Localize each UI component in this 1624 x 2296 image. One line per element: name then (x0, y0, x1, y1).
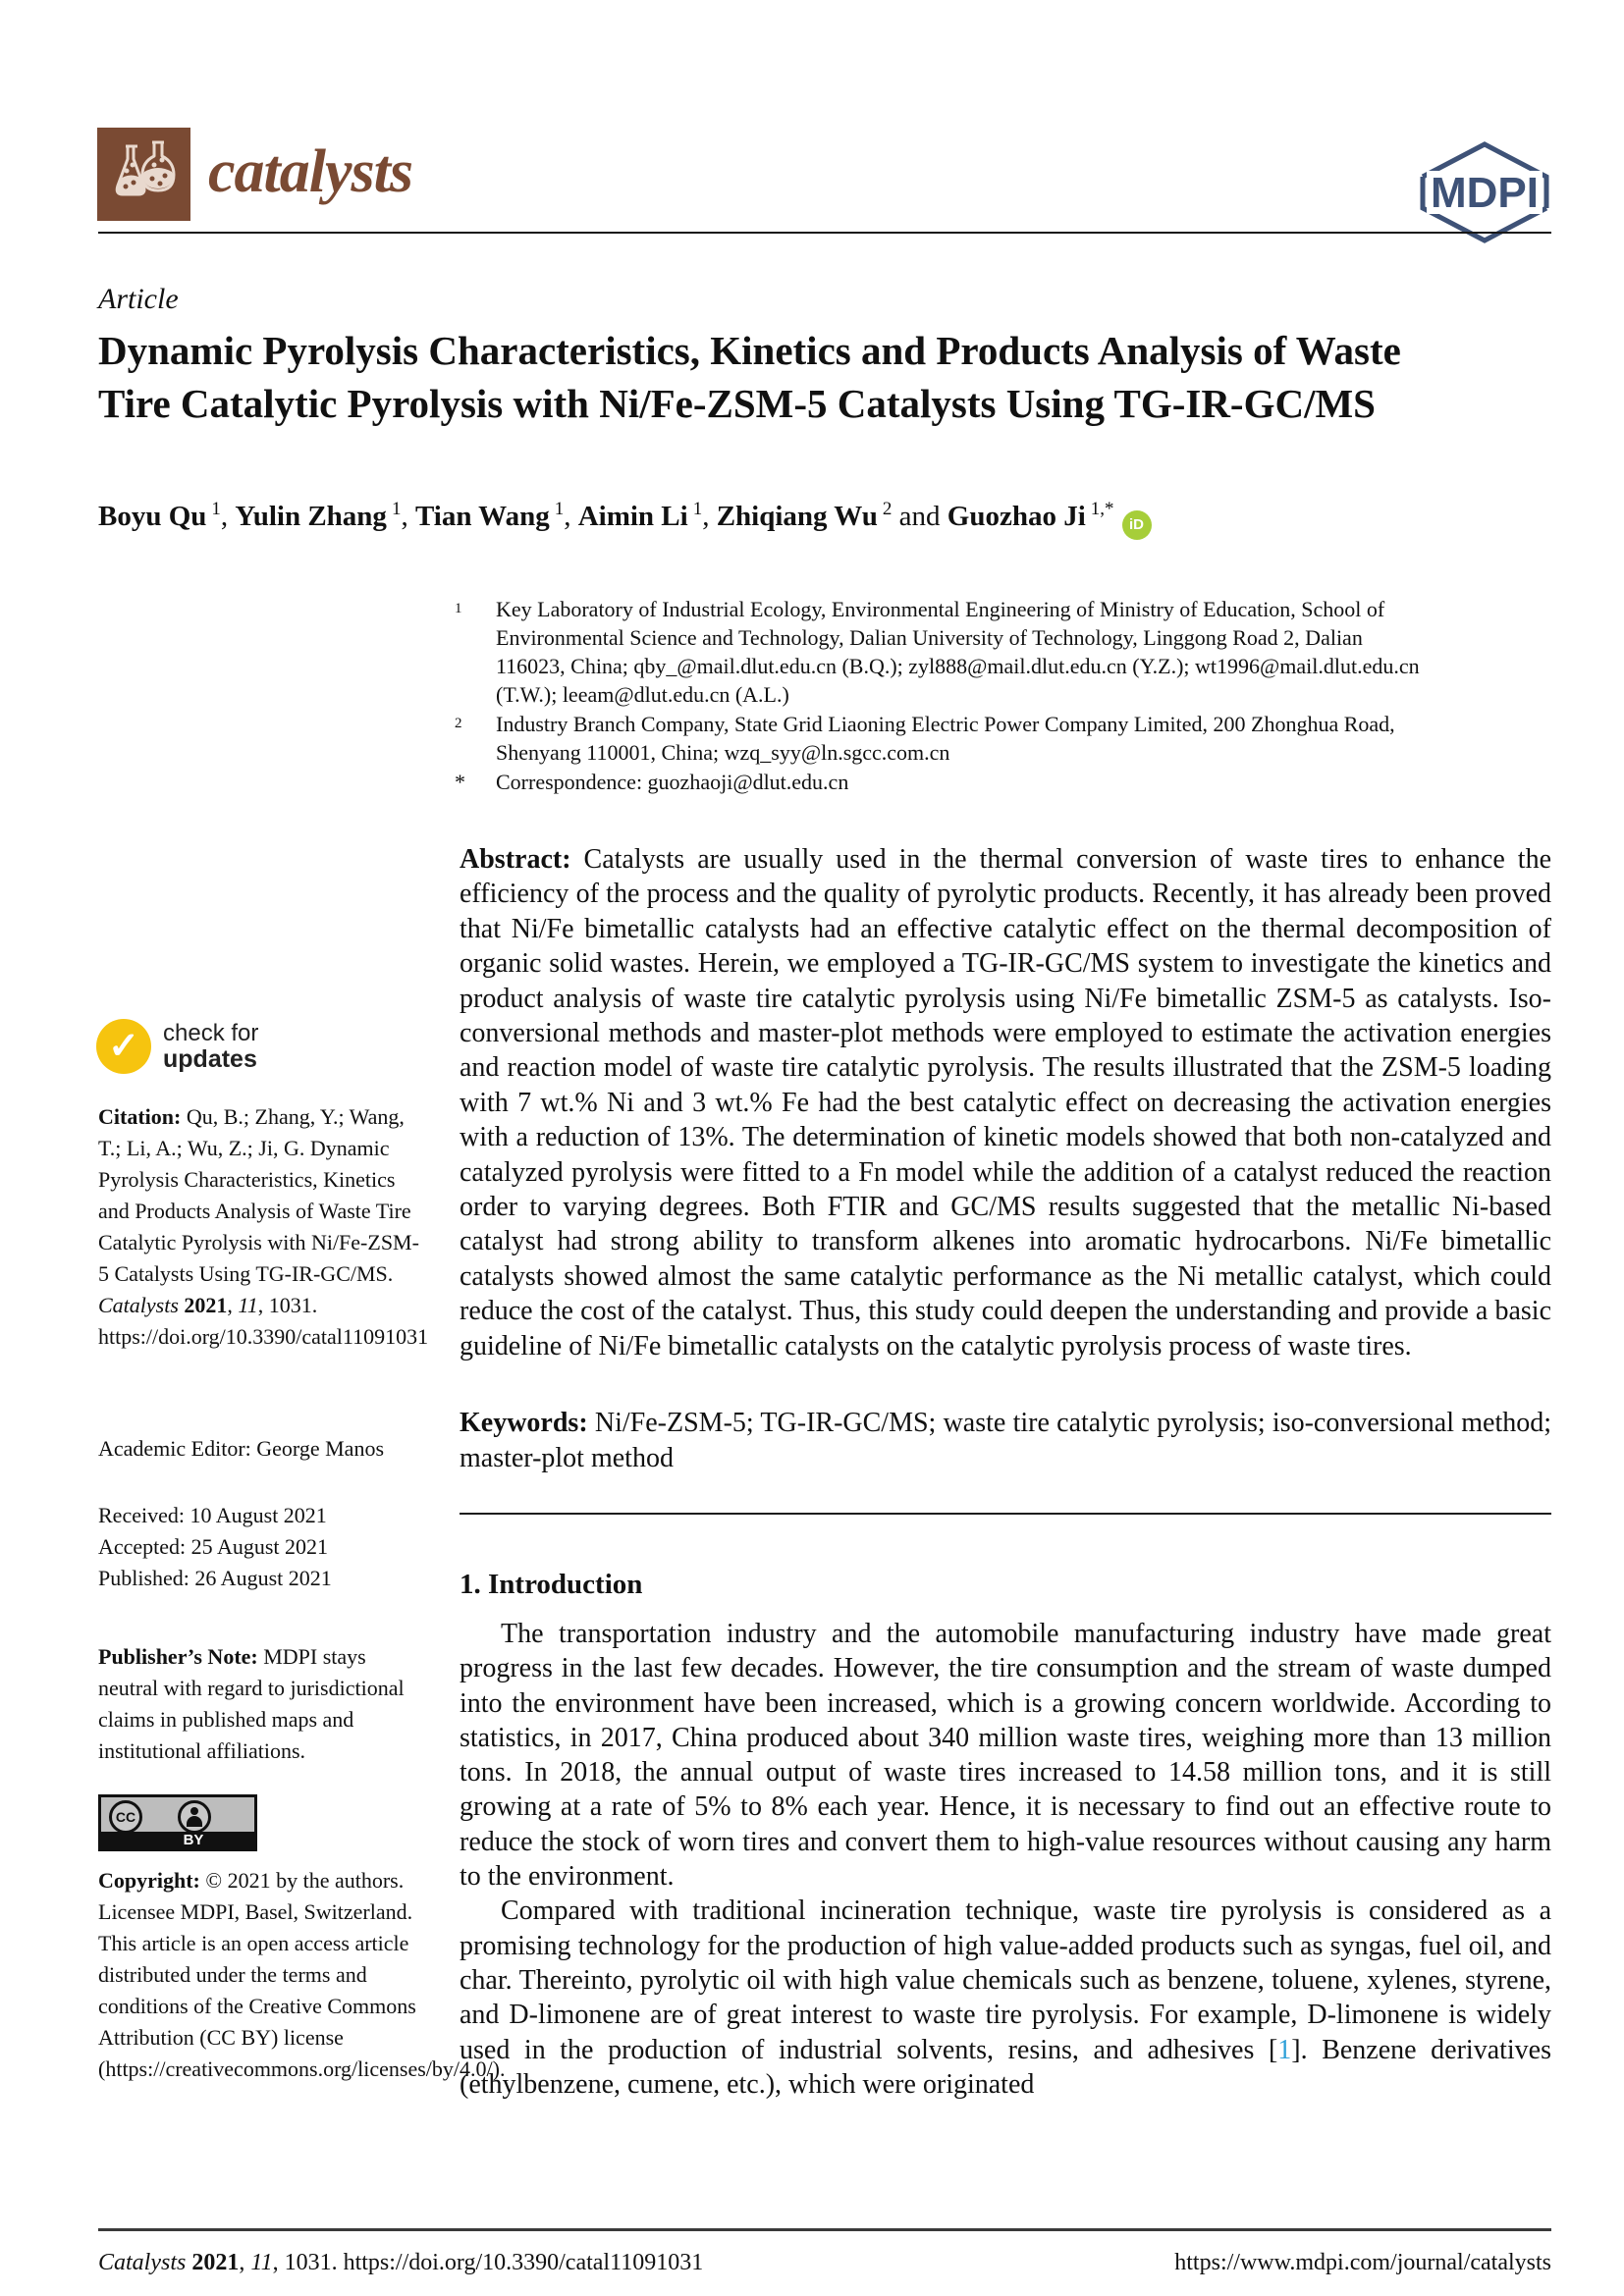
affiliation-row (455, 768, 1436, 796)
author-name: Zhiqiang Wu (716, 500, 878, 532)
citation-doi[interactable]: , 1031. https://doi.org/10.3390/catal11091031 (98, 1293, 429, 1349)
copyright-text: © 2021 by the authors. Licensee MDPI, Basel, Switzerland. This article is an open access article distributed under the terms and conditions of the Creative Commons Attribution (CC BY) license (https://creativecommons.org/licenses/by/4.0/). (98, 1868, 506, 2081)
abstract-label: Abstract: (460, 844, 571, 875)
affiliation-text: Key Laboratory of Industrial Ecology, Environmental Engineering of Ministry of Education, School of Environmental Science and Technology, Dalian University of Technology, Linggong Road 2, Dalian 116023, China; qby_@mail.dlut.edu.cn (B.Q.); zyl888@mail.dlut.edu.cn (Y.Z.); wt1996@mail.dlut.edu.cn (T.W.); leeam@dlut.edu.cn (A.L.) (496, 597, 1420, 707)
check-updates-text (163, 1021, 258, 1072)
accepted-date: Accepted: 25 August 2021 (98, 1534, 329, 1559)
abstract (460, 842, 1551, 1363)
author-separator: , (220, 500, 236, 532)
cc-license-badge[interactable] (98, 1794, 257, 1851)
check-updates-line1: check for (163, 1020, 259, 1046)
received-date: Received: 10 August 2021 (98, 1503, 327, 1527)
author-separator: and (892, 500, 947, 532)
author-separator: , (401, 500, 415, 532)
author-superscript: 1 (211, 499, 221, 519)
intro-paragraph-1: The transportation industry and the automobile manufacturing industry have made great progress in the last few decades. However, the tire consumption and the stream of waste dumped into the environment have been increased, which is a growing concern worldwide. According to statistics, in 2017, China produced about 340 million waste tires, weighing more than 13 million tons. In 2018, the annual output of waste tires increased to 14.58 million tons, and it is still growing at a rate of 5% to 8% each year. Hence, it is necessary to find out an effective route to reduce the stock of worn tires and convert them to high-value resources without causing any harm to the environment. (460, 1619, 1551, 1893)
affiliations (455, 595, 1436, 797)
affiliation-marker: 1 (455, 601, 462, 616)
author-name: Boyu Qu (98, 500, 207, 532)
citation-label: Citation: (98, 1104, 182, 1129)
person-icon (178, 1800, 211, 1834)
correspondence-text: Correspondence: guozhaoji@dlut.edu.cn (496, 770, 849, 794)
affiliation-text: Industry Branch Company, State Grid Liaoning Electric Power Company Limited, 200 Zhonghua Road, Shenyang 110001, China; wzq_syy@ln.sgcc.com.cn (496, 712, 1395, 765)
mdpi-logo-text: MDPI (1431, 169, 1539, 217)
footer-doi[interactable]: , 1031. https://doi.org/10.3390/catal11091031 (272, 2250, 704, 2275)
author (564, 501, 702, 532)
author-separator: , (564, 500, 578, 532)
affiliation-row (455, 595, 1436, 709)
author-superscript: 2 (882, 499, 893, 519)
footer-separator: , (239, 2250, 251, 2275)
introduction-section (460, 1569, 1551, 2102)
citation-volume: 11 (238, 1293, 258, 1317)
citation-journal: Catalysts (98, 1293, 179, 1317)
author-name: Guozhao Ji (947, 500, 1086, 532)
author-separator: , (702, 500, 717, 532)
article-dates (98, 1500, 424, 1594)
intro-paragraph-2 (460, 1894, 1551, 2102)
header-rule (98, 232, 1551, 234)
citation-block (98, 1101, 429, 1353)
check-for-updates-badge[interactable] (96, 1019, 258, 1074)
publishers-note-text: MDPI stays neutral with regard to jurisdictional claims in published maps and institutional affiliations. (98, 1644, 405, 1763)
publishers-note (98, 1641, 424, 1767)
citation-year: 2021 (178, 1293, 228, 1317)
article-type-label: Article (98, 283, 179, 315)
affiliation-marker: 2 (455, 716, 462, 731)
author-superscript: 1,* (1090, 499, 1114, 519)
author (221, 501, 402, 532)
author-superscript: 1 (391, 499, 402, 519)
cc-icon: CC (109, 1800, 142, 1834)
footer-citation (98, 2250, 703, 2276)
footer-journal-url[interactable]: https://www.mdpi.com/journal/catalysts (1174, 2250, 1551, 2275)
catalysts-journal-logo (97, 128, 190, 221)
intro-paragraph-2-text: ]. Benzene derivatives (ethylbenzene, cumene, etc.), which were originated (460, 2034, 1552, 2100)
author-superscript: 1 (554, 499, 565, 519)
keywords-rule (460, 1513, 1551, 1515)
affiliation-row (455, 710, 1436, 767)
check-updates-line2: updates (163, 1045, 257, 1073)
keywords-label: Keywords: (460, 1408, 588, 1438)
author-superscript: 1 (692, 499, 703, 519)
journal-wordmark: catalysts (208, 138, 412, 205)
authors-line (98, 499, 1551, 540)
author (702, 501, 892, 532)
cc-by-label: BY (183, 1832, 204, 1848)
copyright-block (98, 1865, 506, 2085)
reference-link-1[interactable]: 1 (1277, 2034, 1292, 2065)
footer-journal: Catalysts (98, 2250, 187, 2275)
affiliation-marker: * (455, 770, 465, 794)
intro-paragraph-2-text: Compared with traditional incineration technique, waste tire pyrolysis is considered as a promising technology for the production of high value-added products such as syngas, fuel oil, and char. Thereinto, pyrolytic oil with high value chemicals such as benzene, toluene, xylenes, styrene, and D-limonene are of great interest to waste tire pyrolysis. For example, D-limonene is widely used in the production of industrial solvents, resins, and adhesives [ (460, 1896, 1551, 2065)
check-icon: ✓ (96, 1019, 151, 1074)
academic-editor: Academic Editor: George Manos (98, 1436, 385, 1461)
published-date: Published: 26 August 2021 (98, 1566, 332, 1590)
author-name: Aimin Li (577, 500, 688, 532)
author (98, 501, 221, 532)
paper-title: Dynamic Pyrolysis Characteristics, Kinetics and Products Analysis of Waste Tire Catalytic Pyrolysis with Ni/Fe-ZSM-5 Catalysts Using TG-IR-GC/MS (98, 328, 1401, 426)
abstract-text: Catalysts are usually used in the thermal conversion of waste tires to enhance the efficiency of the process and the quality of pyrolytic products. Recently, it has already been proved that Ni/Fe bimetallic catalysts had an effective catalytic effect on the thermal decomposition of organic solid wastes. Herein, we employed a TG-IR-GC/MS system to investigate the kinetics and product analysis of waste tire catalytic pyrolysis using Ni/Fe bimetallic ZSM-5 as catalysts. Iso-conversional methods and master-plot methods were employed to estimate the activation energies and reaction model of waste tire catalytic pyrolysis. The results illustrated that the ZSM-5 loading with 7 wt.% Ni and 3 wt.% Fe had the best catalytic effect on decreasing the activation energies with a reduction of 13%. The determination of kinetic models showed that both non-catalyzed and catalyzed pyrolysis were fitted to a Fn model while the addition of a catalyst reduced the reaction order to varying degrees. Both FTIR and GC/MS results suggested that the metallic Ni-based catalyst had strong ability to transform alkenes into aromatic hydrocarbons. Ni/Fe bimetallic catalysts showed almost the same catalytic performance as the Ni metallic catalyst, which could reduce the cost of the catalyst. Thus, this study could deepen the understanding and provide a basic guideline of Ni/Fe bimetallic catalysts on the catalytic pyrolysis process of waste tires. (460, 844, 1551, 1362)
keywords-text: Ni/Fe-ZSM-5; TG-IR-GC/MS; waste tire catalytic pyrolysis; iso-conversional method; master-plot method (460, 1408, 1551, 1473)
footer-rule (98, 2228, 1551, 2231)
author-name: Tian Wang (414, 500, 550, 532)
author (401, 501, 564, 532)
copyright-label: Copyright: (98, 1868, 200, 1893)
flasks-icon (97, 128, 190, 221)
footer-year: 2021 (186, 2250, 240, 2275)
citation-text: Qu, B.; Zhang, Y.; Wang, T.; Li, A.; Wu, Z.; Ji, G. Dynamic Pyrolysis Characteristics, Kinetics and Products Analysis of Waste Tire Catalytic Pyrolysis with Ni/Fe-ZSM-5 Catalysts Using TG-IR-GC/MS. (98, 1104, 419, 1286)
keywords (460, 1406, 1551, 1476)
citation-separator: , (227, 1293, 239, 1317)
orcid-icon[interactable]: iD (1122, 510, 1152, 540)
author (892, 501, 1113, 532)
section-heading-introduction: 1. Introduction (460, 1569, 643, 1600)
footer-volume: 11 (250, 2250, 273, 2275)
publishers-note-label: Publisher’s Note: (98, 1644, 258, 1669)
author-name: Yulin Zhang (235, 500, 387, 532)
